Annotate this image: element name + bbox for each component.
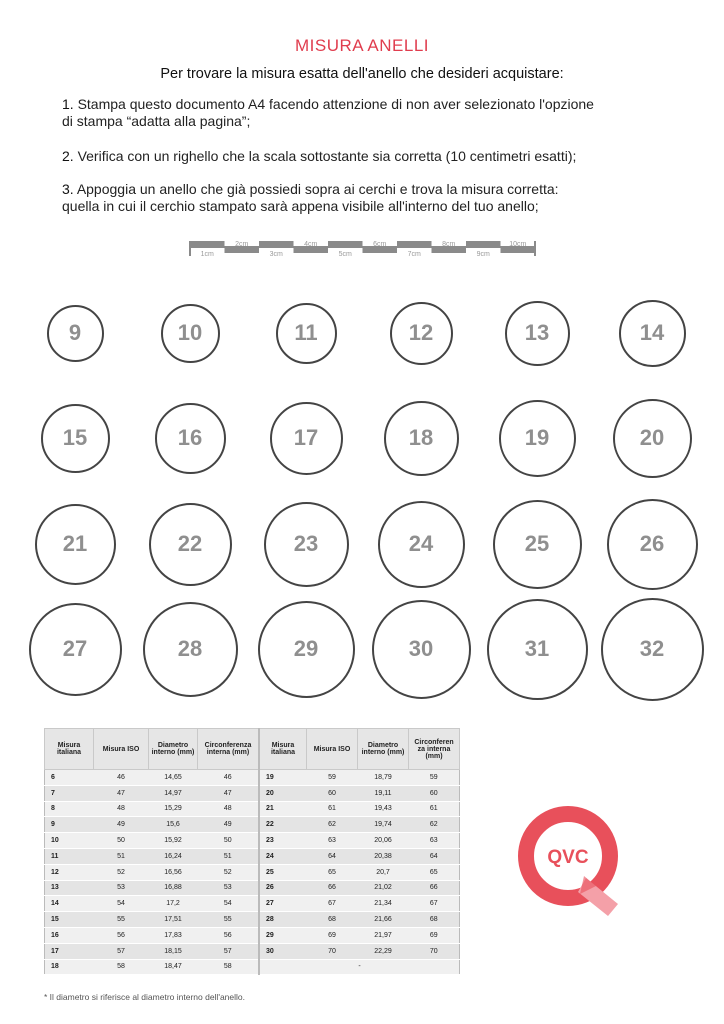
size-circle-20: 20 [613, 399, 692, 478]
table-cell: 53 [198, 880, 260, 896]
size-circle-15: 15 [41, 404, 110, 473]
size-circle-17: 17 [270, 402, 343, 475]
step-1-text-2: di stampa “adatta alla pagina”; [62, 113, 251, 129]
step-3-text: Appoggia un anello che già possiedi sopra ai cerchi e trova la misura corretta: [76, 181, 559, 197]
step-3 [62, 181, 682, 215]
table-cell: 55 [94, 912, 149, 928]
table-row [45, 896, 460, 912]
table-cell: 58 [94, 959, 149, 975]
size-circle-24: 24 [378, 501, 465, 588]
table-cell: 19,11 [358, 785, 409, 801]
table-cell: 20,38 [358, 848, 409, 864]
table-cell: 15,6 [149, 817, 198, 833]
table-row [45, 943, 460, 959]
ruler-label-bottom: 9cm [476, 251, 490, 258]
table-cell: 30 [259, 943, 307, 959]
size-circle-9: 9 [47, 305, 104, 362]
table-cell: - [259, 959, 460, 975]
size-circle-28: 28 [143, 602, 238, 697]
step-3-number: 3. [62, 181, 74, 197]
table-cell: 56 [198, 927, 260, 943]
table-cell: 16,56 [149, 864, 198, 880]
ruler-label-bottom: 5cm [338, 251, 352, 258]
table-cell: 25 [259, 864, 307, 880]
size-circle-19: 19 [499, 400, 576, 477]
size-circle-23: 23 [264, 502, 349, 587]
table-cell: 21,34 [358, 896, 409, 912]
footnote: * Il diametro si riferisce al diametro interno dell'anello. [44, 992, 245, 1002]
table-cell: 68 [307, 912, 358, 928]
table-cell: 16,24 [149, 848, 198, 864]
ruler-label-bottom: 3cm [269, 251, 283, 258]
table-cell: 46 [94, 770, 149, 786]
table-row [45, 833, 460, 849]
table-row [45, 880, 460, 896]
header-circonferenza-2: Circonferen za interna (mm) [409, 729, 460, 770]
size-circle-25: 25 [493, 500, 582, 589]
page-subtitle: Per trovare la misura esatta dell'anello che desideri acquistare: [160, 66, 564, 82]
table-cell: 47 [198, 785, 260, 801]
table-cell: 17,2 [149, 896, 198, 912]
table-cell: 11 [45, 848, 94, 864]
ruler-label-bottom: 1cm [200, 251, 214, 258]
table-cell: 51 [94, 848, 149, 864]
size-circle-10: 10 [161, 304, 220, 363]
table-cell: 9 [45, 817, 94, 833]
table-cell: 20,7 [358, 864, 409, 880]
ruler-label-top: 4cm [304, 241, 318, 248]
table-cell: 49 [94, 817, 149, 833]
table-cell: 16,88 [149, 880, 198, 896]
table-cell: 65 [409, 864, 460, 880]
table-cell: 66 [307, 880, 358, 896]
table-cell: 60 [409, 785, 460, 801]
header-misura-italiana: Misura italiana [45, 729, 94, 770]
table-cell: 69 [307, 927, 358, 943]
size-circle-11: 11 [276, 303, 337, 364]
table-cell: 59 [409, 770, 460, 786]
table-cell: 28 [259, 912, 307, 928]
table-cell: 16 [45, 927, 94, 943]
size-circle-12: 12 [390, 302, 453, 365]
table-cell: 63 [307, 833, 358, 849]
table-cell: 62 [409, 817, 460, 833]
size-circle-27: 27 [29, 603, 122, 696]
ruler-segment [294, 248, 329, 253]
table-cell: 14,65 [149, 770, 198, 786]
size-circle-14: 14 [619, 300, 686, 367]
qvc-logo-text: QVC [547, 847, 589, 868]
header-diametro-2: Diametro interno (mm) [358, 729, 409, 770]
header-misura-italiana-2: Misura italiana [259, 729, 307, 770]
scale-ruler [188, 238, 538, 260]
size-circle-31: 31 [487, 599, 588, 700]
table-cell: 59 [307, 770, 358, 786]
table-cell: 20,06 [358, 833, 409, 849]
table-cell: 62 [307, 817, 358, 833]
table-cell: 19 [259, 770, 307, 786]
table-cell: 21 [259, 801, 307, 817]
table-cell: 64 [307, 848, 358, 864]
table-cell: 52 [198, 864, 260, 880]
table-cell: 54 [198, 896, 260, 912]
step-1-number: 1. [62, 96, 74, 112]
table-cell: 24 [259, 848, 307, 864]
table-cell: 60 [307, 785, 358, 801]
table-cell: 26 [259, 880, 307, 896]
table-cell: 18 [45, 959, 94, 975]
table-cell: 47 [94, 785, 149, 801]
ruler-segment [466, 241, 501, 246]
table-cell: 51 [198, 848, 260, 864]
table-cell: 61 [307, 801, 358, 817]
table-cell: 68 [409, 912, 460, 928]
table-cell: 21,97 [358, 927, 409, 943]
table-cell: 13 [45, 880, 94, 896]
table-cell: 17,83 [149, 927, 198, 943]
table-cell: 63 [409, 833, 460, 849]
table-cell: 17 [45, 943, 94, 959]
size-circle-13: 13 [505, 301, 570, 366]
ruler-label-top: 2cm [235, 241, 249, 248]
header-misura-iso: Misura ISO [94, 729, 149, 770]
table-row [45, 959, 460, 975]
table-cell: 23 [259, 833, 307, 849]
size-circle-16: 16 [155, 403, 226, 474]
table-row [45, 785, 460, 801]
table-row [45, 927, 460, 943]
ruler-label-top: 6cm [373, 241, 387, 248]
table-cell: 27 [259, 896, 307, 912]
table-cell: 19,43 [358, 801, 409, 817]
step-3-text-2: quella in cui il cerchio stampato sarà appena visibile all'interno del tuo anello; [62, 198, 539, 214]
table-cell: 54 [94, 896, 149, 912]
table-cell: 65 [307, 864, 358, 880]
table-cell: 52 [94, 864, 149, 880]
ruler-segment [397, 241, 432, 246]
size-table-body [45, 770, 460, 975]
table-cell: 22,29 [358, 943, 409, 959]
table-row [45, 770, 460, 786]
size-table-header [45, 729, 460, 770]
table-cell: 12 [45, 864, 94, 880]
table-cell: 56 [94, 927, 149, 943]
table-cell: 18,15 [149, 943, 198, 959]
ruler-segment [225, 248, 260, 253]
table-row [45, 801, 460, 817]
size-circle-29: 29 [258, 601, 355, 698]
table-row [45, 912, 460, 928]
table-cell: 19,74 [358, 817, 409, 833]
ruler-segment [259, 241, 294, 246]
step-2-text: Verifica con un righello che la scala sottostante sia corretta (10 centimetri esatti); [77, 148, 577, 164]
table-cell: 29 [259, 927, 307, 943]
ruler-end-tick [189, 241, 191, 256]
table-cell: 10 [45, 833, 94, 849]
table-cell: 50 [94, 833, 149, 849]
table-cell: 18,79 [358, 770, 409, 786]
table-cell: 49 [198, 817, 260, 833]
table-cell: 21,02 [358, 880, 409, 896]
table-cell: 14 [45, 896, 94, 912]
table-cell: 57 [198, 943, 260, 959]
size-circle-22: 22 [149, 503, 232, 586]
table-row [45, 848, 460, 864]
step-2 [62, 148, 682, 165]
ruler-label-top: 10cm [509, 241, 527, 248]
table-cell: 22 [259, 817, 307, 833]
table-cell: 67 [307, 896, 358, 912]
header-circonferenza: Circonferenza interna (mm) [198, 729, 260, 770]
table-cell: 70 [307, 943, 358, 959]
ruler-segment [190, 241, 225, 246]
table-cell: 20 [259, 785, 307, 801]
table-cell: 53 [94, 880, 149, 896]
table-cell: 50 [198, 833, 260, 849]
table-cell: 8 [45, 801, 94, 817]
table-cell: 67 [409, 896, 460, 912]
size-table [44, 728, 460, 975]
table-cell: 66 [409, 880, 460, 896]
table-cell: 48 [198, 801, 260, 817]
ruler-end-tick [534, 241, 536, 256]
size-circle-32: 32 [601, 598, 704, 701]
header-diametro: Diametro interno (mm) [149, 729, 198, 770]
page-title: MISURA ANELLI [294, 36, 430, 55]
table-cell: 58 [198, 959, 260, 975]
table-cell: 14,97 [149, 785, 198, 801]
ruler-label-bottom: 7cm [407, 251, 421, 258]
table-cell: 15,92 [149, 833, 198, 849]
ruler-segment [501, 248, 536, 253]
table-cell: 7 [45, 785, 94, 801]
step-1-text: Stampa questo documento A4 facendo attenzione di non aver selezionato l'opzione [77, 96, 594, 112]
step-1 [62, 96, 682, 130]
table-cell: 48 [94, 801, 149, 817]
size-circle-26: 26 [607, 499, 698, 590]
table-cell: 69 [409, 927, 460, 943]
table-cell: 17,51 [149, 912, 198, 928]
qvc-logo [518, 800, 628, 930]
table-cell: 64 [409, 848, 460, 864]
table-row [45, 817, 460, 833]
ruler-segment [328, 241, 363, 246]
size-circle-30: 30 [372, 600, 471, 699]
table-cell: 15 [45, 912, 94, 928]
size-circle-21: 21 [35, 504, 116, 585]
table-cell: 21,66 [358, 912, 409, 928]
table-cell: 15,29 [149, 801, 198, 817]
ruler-segment [363, 248, 398, 253]
table-cell: 70 [409, 943, 460, 959]
table-cell: 55 [198, 912, 260, 928]
table-cell: 46 [198, 770, 260, 786]
step-2-number: 2. [62, 148, 74, 164]
size-circle-18: 18 [384, 401, 459, 476]
table-row [45, 864, 460, 880]
table-cell: 6 [45, 770, 94, 786]
ruler-segment [432, 248, 467, 253]
header-misura-iso-2: Misura ISO [307, 729, 358, 770]
table-cell: 18,47 [149, 959, 198, 975]
table-cell: 61 [409, 801, 460, 817]
table-cell: 57 [94, 943, 149, 959]
ruler-label-top: 8cm [442, 241, 456, 248]
